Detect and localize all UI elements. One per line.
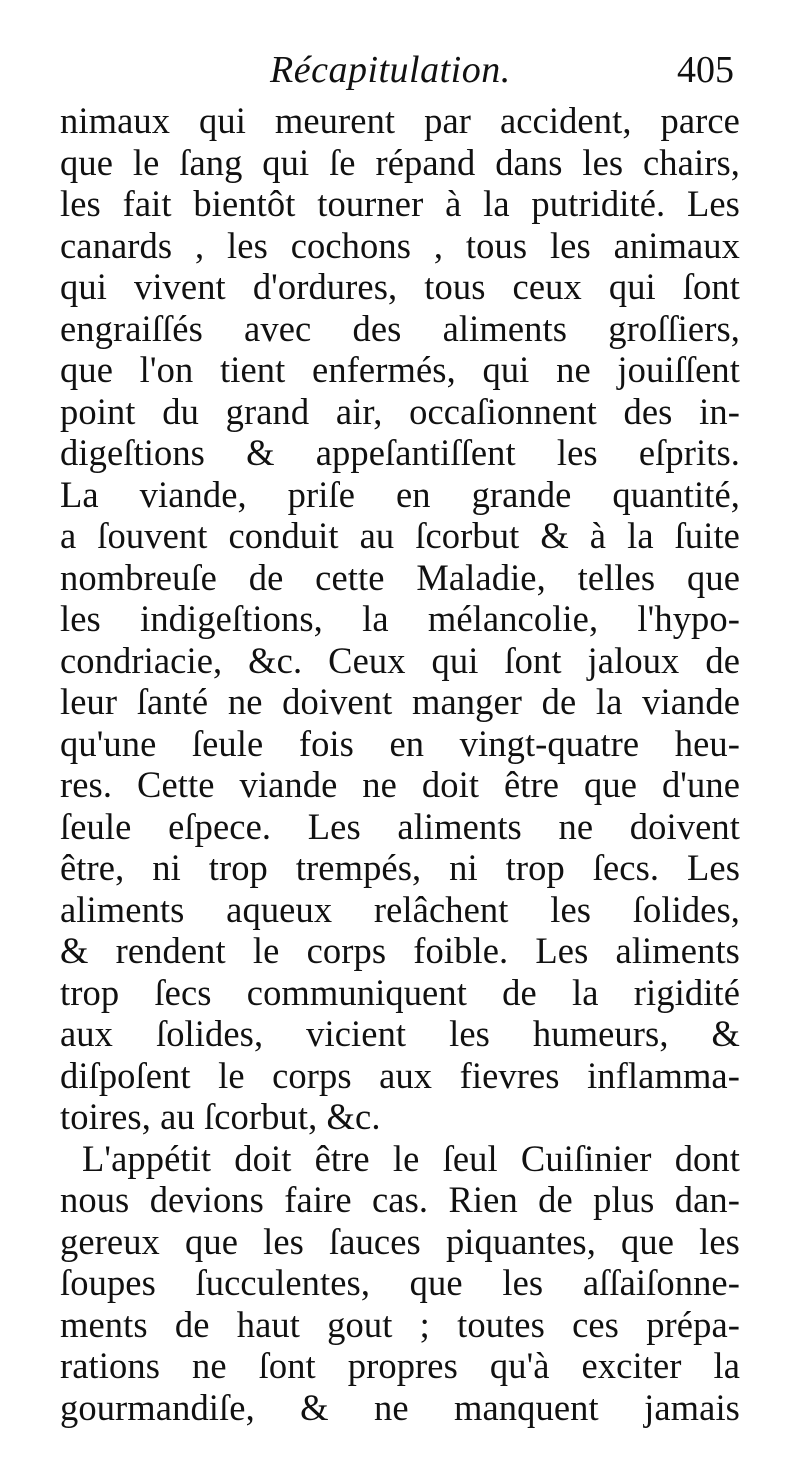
text-line: canards , les cochons , tous les animaux — [60, 224, 740, 266]
text-line: rations ne ſont propres qu'à exciter la — [60, 1345, 740, 1386]
page-number: 405 — [677, 49, 734, 91]
text-line: ſoupes ſucculentes, que les aſſaiſonne- — [60, 1262, 740, 1303]
text-line: res. Cette viande ne doit être que d'une — [60, 764, 740, 805]
text-line: nombreuſe de cette Maladie, telles que — [60, 556, 740, 598]
text-line: La viande, priſe en grande quantité, — [60, 473, 740, 515]
text-line: que le ſang qui ſe répand dans les chairs, — [60, 141, 740, 183]
text-line: gereux que les ſauces piquantes, que les — [60, 1220, 740, 1262]
text-line: être, ni trop trempés, ni trop ſecs. Les — [60, 847, 740, 888]
text-line: qui vivent d'ordures, tous ceux qui ſont — [60, 266, 740, 307]
text-line: nimaux qui meurent par accident, parce — [60, 100, 740, 141]
text-line: les fait bientôt tourner à la putridité. Les — [60, 183, 740, 224]
text-line: gourmandiſe, & ne manquent jamais — [60, 1386, 740, 1428]
text-line: aux ſolides, vicient les humeurs, & — [60, 1013, 740, 1054]
text-line: que l'on tient enfermés, qui ne jouiſſent — [60, 349, 740, 390]
text-line: a ſouvent conduit au ſcorbut & à la ſuite — [60, 515, 740, 556]
page-header — [60, 42, 740, 98]
text-line: & rendent le corps foible. Les aliments — [60, 930, 740, 971]
text-line: qu'une ſeule fois en vingt-quatre heu- — [60, 722, 740, 764]
text-line: nous devions faire cas. Rien de plus dan- — [60, 1179, 740, 1220]
text-line: L'appétit doit être le ſeul Cuiſinier dont — [82, 1137, 740, 1179]
text-line: diſpoſent le corps aux fievres inflamma- — [60, 1054, 740, 1096]
text-line: les indigeſtions, la mélancolie, l'hypo- — [60, 598, 740, 639]
body-text — [60, 100, 740, 1428]
text-line: aliments aqueux relâchent les ſolides, — [60, 888, 740, 930]
text-line: toires, au ſcorbut, &c. — [60, 1096, 381, 1137]
text-line: engraiſſés avec des aliments groſſiers, — [60, 307, 740, 349]
text-line: leur ſanté ne doivent manger de la viande — [60, 681, 740, 722]
text-line: condriacie, &c. Ceux qui ſont jaloux de — [60, 639, 740, 681]
running-title: Récapitulation. — [270, 49, 511, 91]
text-line: trop ſecs communiquent de la rigidité — [60, 971, 740, 1013]
text-line: point du grand air, occaſionnent des in- — [60, 390, 740, 432]
text-line: digeſtions & appeſantiſſent les eſprits. — [60, 432, 740, 473]
text-line: ments de haut gout ; toutes ces prépa- — [60, 1303, 740, 1345]
text-line: ſeule eſpece. Les aliments ne doivent — [60, 805, 740, 847]
